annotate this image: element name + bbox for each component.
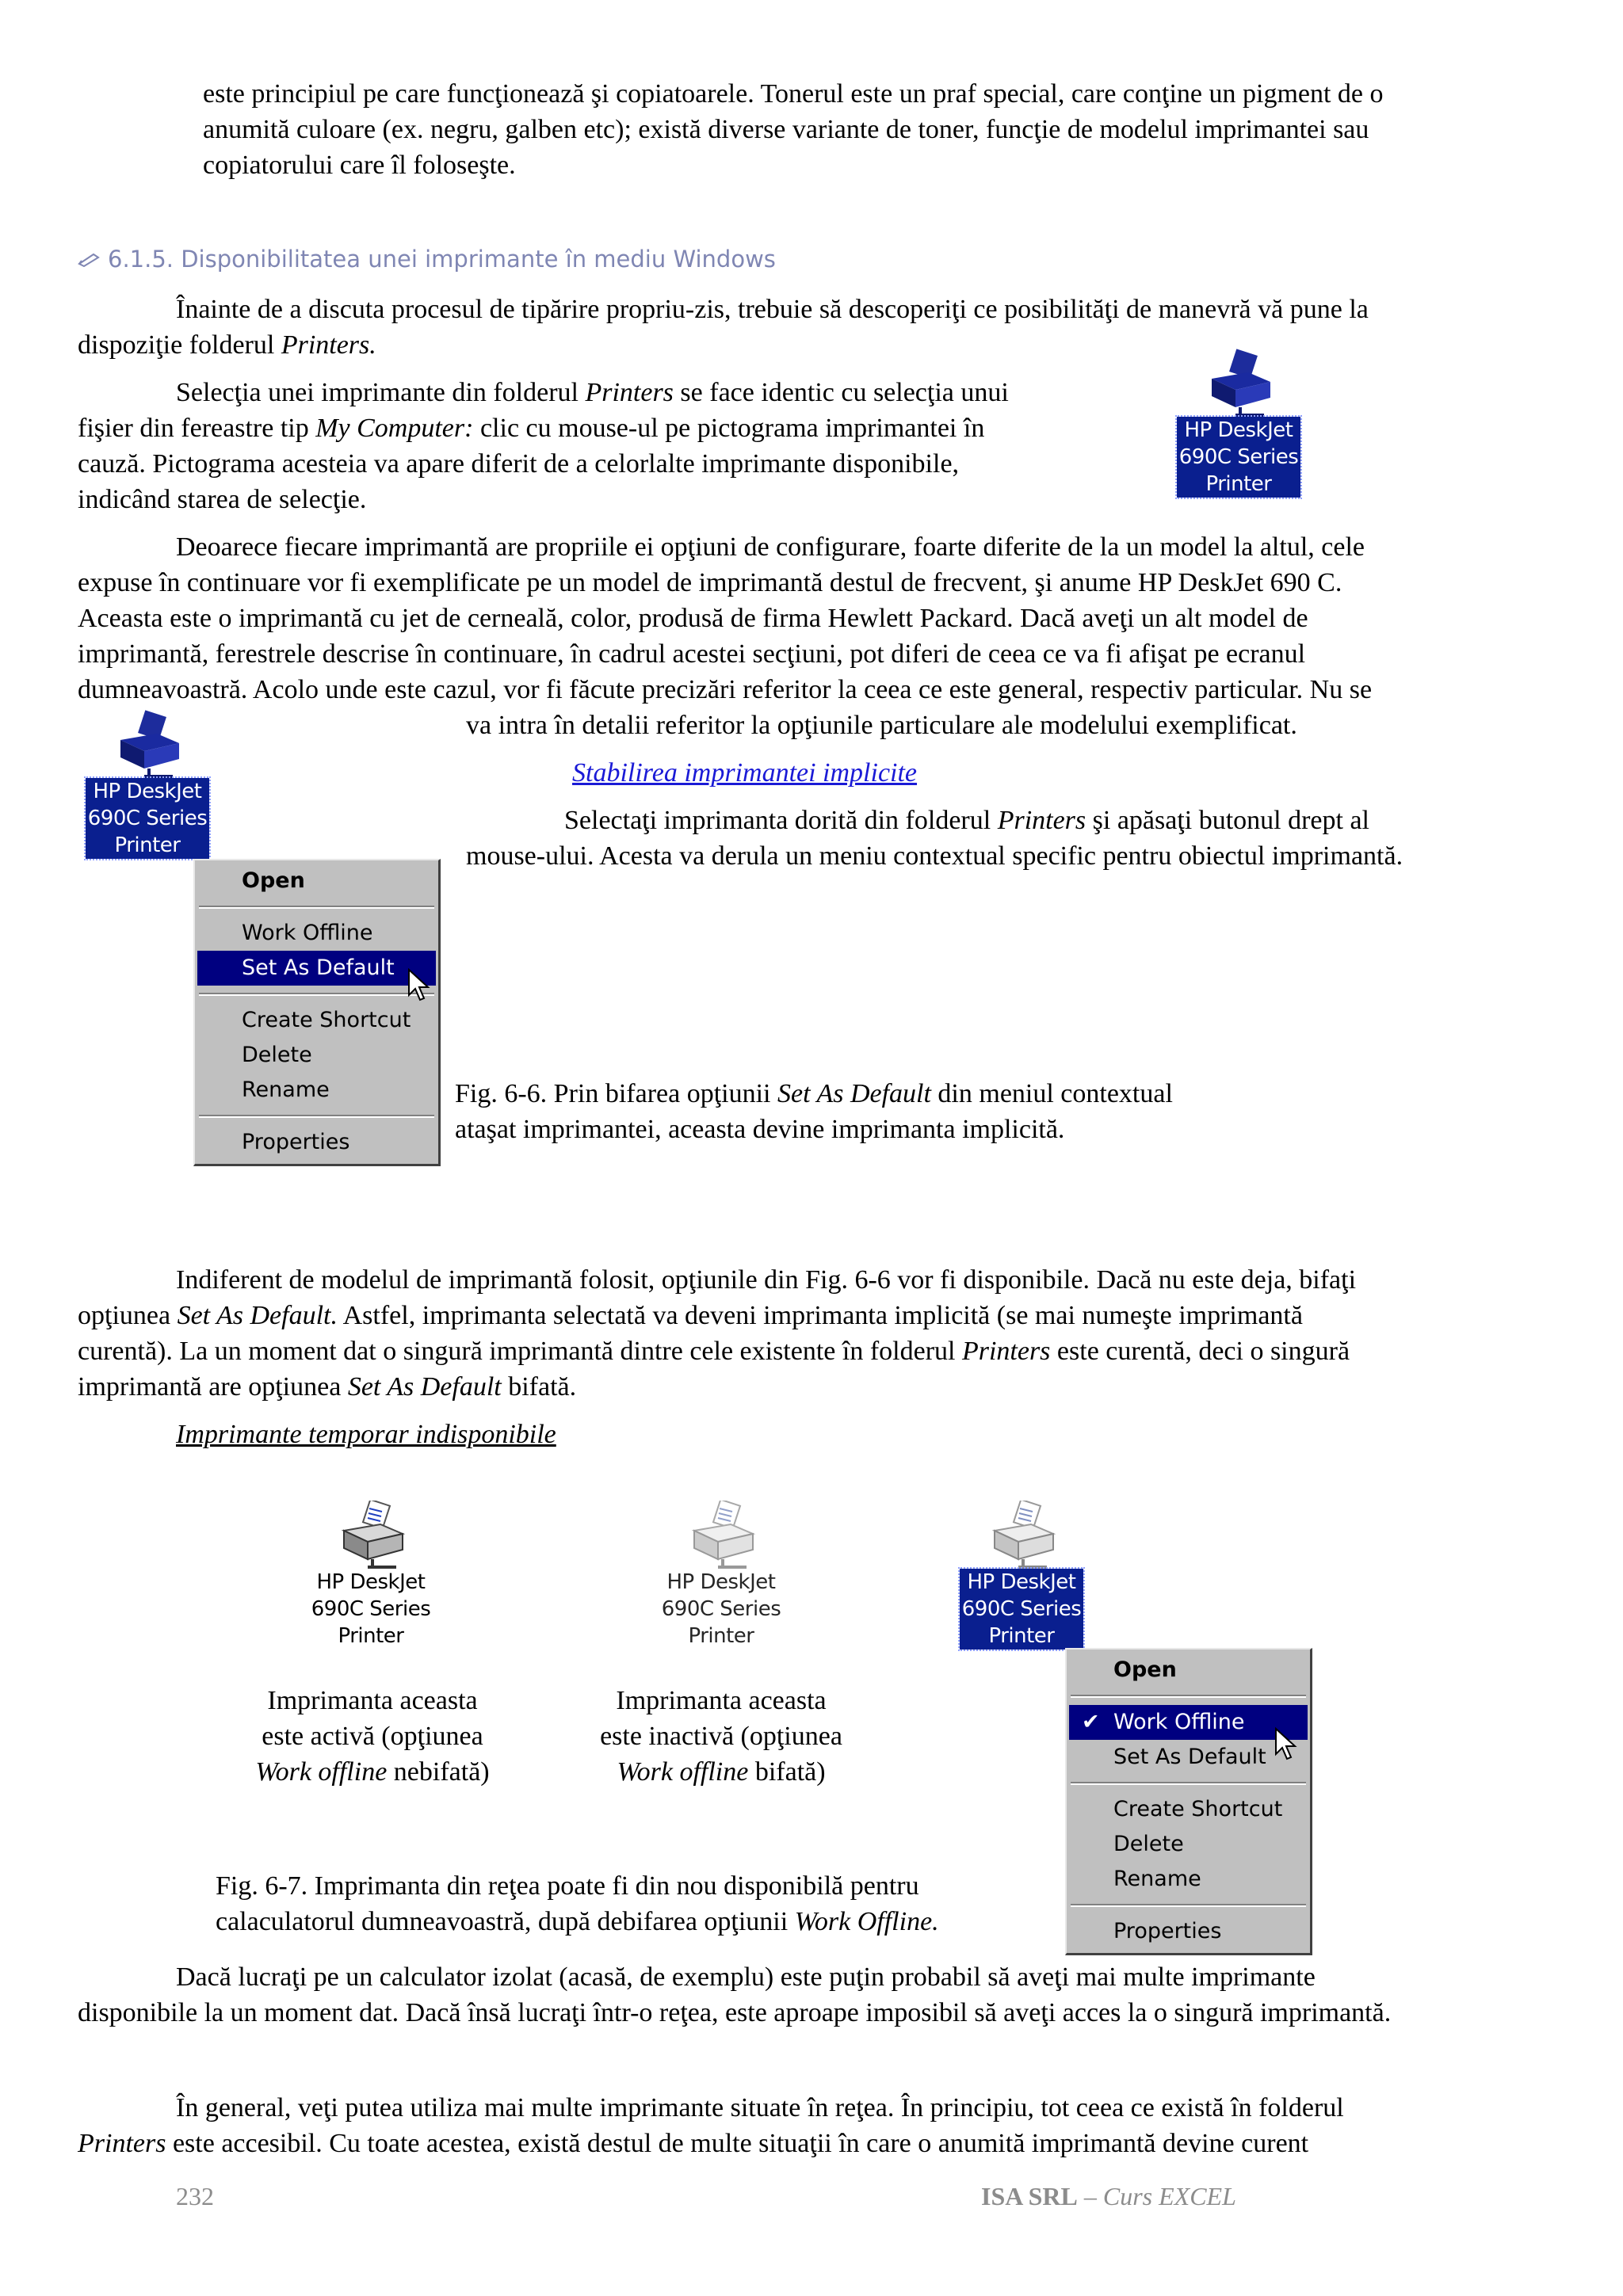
mouse-cursor-icon	[1274, 1727, 1298, 1762]
section-heading-text: 6.1.5. Disponibilitatea unei imprimante în mediu Windows	[108, 246, 776, 273]
text-run-italic: Printers	[997, 806, 1086, 835]
printer-icon-selected-offline[interactable]	[954, 1501, 1089, 1650]
body-text: dumneavoastră. Acolo unde este cazul, vor fi făcute precizări referitor la ceea ce este general, respectiv particular. Nu se	[78, 675, 1373, 704]
section-heading	[78, 246, 776, 273]
body-text: anumită culoare (ex. negru, galben etc); există diverse variante de toner, funcţie de modelul imprimantei sau	[203, 115, 1369, 144]
label-line: 690C Series	[311, 1597, 431, 1621]
menu-separator	[1071, 1782, 1306, 1785]
printer-icon	[983, 1501, 1060, 1569]
label-line: Printer	[988, 1624, 1055, 1648]
menu-separator	[199, 906, 434, 909]
caption-active	[230, 1683, 515, 1790]
text-run-italic: Set As Default.	[177, 1301, 338, 1330]
label-line: HP DeskJet	[666, 1570, 776, 1594]
caption-inactive	[571, 1683, 872, 1790]
menu-item-rename[interactable]: Rename	[242, 1077, 330, 1102]
menu-separator	[199, 1115, 434, 1118]
body-text: imprimantă, ferestrele descrise în continuare, în cadrul acestei secţiuni, pot diferi de ceea ce va fi afişat pe ecranul	[78, 639, 1306, 669]
text-run: Astfel, imprimanta selectată va deveni imprimanta implicită (se mai numeşte imprimantă	[337, 1301, 1303, 1330]
text-run-italic: Work offline	[255, 1757, 388, 1787]
menu-item-open[interactable]: Open	[1113, 1657, 1177, 1682]
text-run: calaculatorul dumneavoastră, după debifarea opţiunii	[216, 1907, 795, 1936]
footer-dash: –	[1077, 2182, 1103, 2210]
text-run: dispoziţie folderul	[78, 330, 281, 360]
menu-item-delete[interactable]: Delete	[242, 1043, 312, 1067]
label-line: 690C Series	[961, 1597, 1082, 1621]
body-text: este principiul pe care funcţionează şi copiatoarele. Tonerul este un praf special, care conţine un pigment de o	[203, 79, 1384, 109]
body-text: cauză. Pictograma acesteia va apare diferit de a celorlalte imprimante disponibile,	[78, 449, 960, 479]
context-menu-fig66	[193, 859, 441, 1166]
caption-line: este activă (opţiunea	[262, 1722, 483, 1751]
text-run-italic: Set As Default	[347, 1372, 502, 1402]
body-text	[564, 803, 1369, 838]
body-text: Înainte de a discuta procesul de tipărire propriu-zis, trebuie să descoperiţi ce posibilităţi de manevră vă pune la	[176, 295, 1369, 324]
text-run: este curentă, deci o singură	[1050, 1337, 1350, 1366]
footer-course	[981, 2182, 1236, 2211]
text-run: fişier din fereastre tip	[78, 414, 316, 443]
text-run-italic: Work offline	[617, 1757, 749, 1787]
figure-caption: Fig. 6-7. Imprimanta din reţea poate fi din nou disponibilă pentru	[216, 1871, 919, 1901]
text-run: se face identic cu selecţia unui	[673, 378, 1009, 407]
printer-icon-inactive[interactable]	[650, 1501, 792, 1650]
body-text	[78, 2126, 1308, 2161]
text-run: Selectaţi imprimanta dorită din folderul	[564, 806, 998, 835]
body-text: expuse în continuare vor fi exemplificate pe un model de imprimantă destul de frecvent, şi anume HP DeskJet 690 C.	[78, 568, 1342, 597]
label-line: Printer	[338, 1624, 404, 1648]
text-run: şi apăsaţi butonul drept al	[1086, 806, 1370, 835]
body-text: va intra în detalii referitor la opţiunile particulare ale modelului exemplificat.	[466, 711, 1297, 740]
body-text	[176, 375, 1009, 410]
menu-item-create-shortcut[interactable]: Create Shortcut	[1113, 1797, 1283, 1821]
text-run-italic: Printers	[585, 378, 674, 407]
menu-item-open[interactable]: Open	[242, 868, 305, 893]
caption-line	[230, 1754, 515, 1790]
printer-icon-active[interactable]	[300, 1501, 442, 1650]
menu-item-label: Work Offline	[1113, 1710, 1245, 1734]
label-line: Printer	[114, 833, 181, 857]
caption-line: Imprimanta aceasta	[267, 1686, 478, 1715]
figure-caption	[216, 1904, 939, 1939]
figure-caption: ataşat imprimantei, aceasta devine imprimanta implicită.	[455, 1115, 1065, 1144]
subheading-default-printer[interactable]: Stabilirea imprimantei implicite	[572, 758, 918, 788]
text-run: Fig. 6-6. Prin bifarea opţiunii	[455, 1079, 778, 1108]
menu-item-work-offline[interactable]: Work Offline	[242, 921, 373, 945]
label-line: Printer	[688, 1624, 754, 1648]
menu-separator	[1071, 1695, 1306, 1698]
menu-separator	[1071, 1904, 1306, 1907]
caption-line: Imprimanta aceasta	[616, 1686, 827, 1715]
body-text	[78, 1298, 1303, 1333]
menu-item-rename[interactable]: Rename	[1113, 1867, 1201, 1891]
footer-company: ISA SRL	[981, 2182, 1078, 2210]
printer-icon	[683, 1501, 759, 1569]
mouse-cursor-icon	[407, 968, 431, 1003]
label-line: 690C Series	[661, 1597, 781, 1621]
body-text: disponibile la un moment dat. Dacă însă lucraţi într-o reţea, este aproape imposibil să aveţi acces la o singură imprimantă.	[78, 1998, 1392, 2027]
footer-course-name: Curs EXCEL	[1102, 2182, 1236, 2210]
body-text: Aceasta este o imprimantă cu jet de cerneală, color, produsă de firma Hewlett Packard. Dacă aveţi un alt model de	[78, 604, 1308, 633]
text-run-italic: Printers.	[281, 330, 376, 360]
caption-line	[571, 1754, 872, 1790]
menu-item-properties[interactable]: Properties	[242, 1130, 350, 1154]
body-text	[78, 1333, 1350, 1369]
label-line: 690C Series	[87, 807, 208, 830]
checkmark-icon: ✔	[1082, 1710, 1100, 1734]
menu-separator	[199, 993, 434, 996]
menu-item-delete[interactable]: Delete	[1113, 1832, 1184, 1856]
printer-icon	[1201, 349, 1277, 417]
text-run: nebifată)	[387, 1757, 490, 1787]
label-line: HP DeskJet	[316, 1570, 426, 1594]
printer-label	[960, 1569, 1084, 1650]
text-run-italic: My Computer:	[315, 414, 474, 443]
printer-label	[1177, 417, 1301, 498]
printer-label	[309, 1569, 433, 1650]
body-text	[78, 1369, 576, 1405]
printer-label	[659, 1569, 784, 1650]
body-text	[78, 410, 984, 446]
text-run-italic: Printers	[78, 2129, 166, 2158]
text-run: clic cu mouse-ul pe pictograma imprimantei în	[473, 414, 985, 443]
figure-caption	[455, 1076, 1173, 1112]
body-text: În general, veţi putea utiliza mai multe imprimante situate în reţea. În principiu, tot ceea ce există în folderul	[176, 2093, 1344, 2122]
text-run: imprimantă are opţiunea	[78, 1372, 348, 1402]
printer-icon-selected[interactable]	[1171, 349, 1306, 498]
label-line: Printer	[1205, 472, 1272, 496]
text-run: din meniul contextual	[930, 1079, 1173, 1108]
text-run: Selecţia unei imprimante din folderul	[176, 378, 586, 407]
menu-item-work-offline[interactable]	[1069, 1705, 1308, 1740]
context-menu-fig67	[1065, 1648, 1312, 1955]
body-text: Indiferent de modelul de imprimantă folosit, opţiunile din Fig. 6-6 vor fi disponibile. Dacă nu este deja, bifaţi	[176, 1265, 1357, 1295]
caption-line: este inactivă (opţiunea	[600, 1722, 842, 1751]
label-line: HP DeskJet	[93, 780, 202, 803]
subheading-temp-unavailable: Imprimante temporar indisponibile	[176, 1420, 556, 1449]
body-text	[78, 327, 376, 363]
menu-item-set-as-default[interactable]: Set As Default	[197, 951, 436, 986]
menu-item-create-shortcut[interactable]: Create Shortcut	[242, 1008, 411, 1032]
text-run: bifată.	[501, 1372, 577, 1402]
label-line: HP DeskJet	[967, 1570, 1076, 1594]
label-line: 690C Series	[1178, 445, 1299, 469]
printer-label	[86, 778, 210, 859]
body-text: Dacă lucraţi pe un calculator izolat (acasă, de exemplu) este puţin probabil să aveţi mai multe imprimante	[176, 1962, 1316, 1992]
menu-item-properties[interactable]: Properties	[1113, 1919, 1222, 1943]
pen-icon	[78, 246, 100, 273]
text-run: bifată)	[748, 1757, 826, 1787]
printer-icon-selected[interactable]	[82, 710, 212, 859]
text-run: opţiunea	[78, 1301, 178, 1330]
text-run-italic: Set As Default	[777, 1079, 931, 1108]
menu-item-set-as-default[interactable]: Set As Default	[1113, 1745, 1266, 1769]
text-run-italic: Work Offline.	[794, 1907, 939, 1936]
label-line: HP DeskJet	[1184, 418, 1293, 442]
body-text: copiatorului care îl foloseşte.	[203, 151, 516, 180]
text-run: curentă). La un moment dat o singură imprimantă dintre cele existente în folderul	[78, 1337, 962, 1366]
body-text: mouse-ului. Acesta va derula un meniu contextual specific pentru obiectul imprimantă.	[466, 841, 1403, 871]
body-text: indicând starea de selecţie.	[78, 485, 367, 514]
text-run-italic: Printers	[961, 1337, 1051, 1366]
text-run: este accesibil. Cu toate acestea, există destul de multe situaţii în care o anumită imprimantă devine curent	[166, 2129, 1309, 2158]
page-number: 232	[176, 2182, 214, 2210]
body-text: Deoarece fiecare imprimantă are propriile ei opţiuni de configurare, foarte diferite de la un model la altul, cele	[176, 532, 1365, 562]
printer-icon	[333, 1501, 409, 1569]
printer-icon	[109, 710, 185, 778]
